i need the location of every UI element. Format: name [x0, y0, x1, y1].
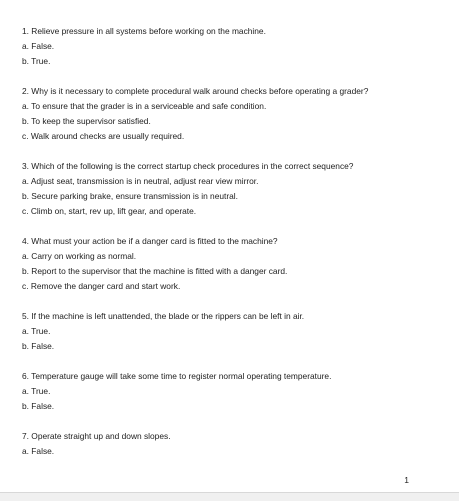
question-text: 2. Why is it necessary to complete procedural walk around checks before operating a grader? [22, 86, 369, 96]
answer-option[interactable]: b. False. [22, 401, 55, 411]
answer-option[interactable]: a. False. [22, 446, 55, 456]
question-text: 3. Which of the following is the correct startup check procedures in the correct sequence? [22, 161, 354, 171]
question-5 [22, 311, 442, 351]
header-fragment [22, 0, 45, 2]
question-4 [22, 236, 442, 291]
answer-option[interactable]: b. False. [22, 341, 55, 351]
answer-option[interactable]: b. True. [22, 56, 51, 66]
question-1 [22, 26, 442, 66]
answer-option[interactable]: b. To keep the supervisor satisfied. [22, 116, 151, 126]
answer-option[interactable]: b. Report to the supervisor that the machine is fitted with a danger card. [22, 266, 288, 276]
answer-option[interactable]: a. Adjust seat, transmission is in neutral, adjust rear view mirror. [22, 176, 259, 186]
answer-option[interactable]: b. Secure parking brake, ensure transmission is in neutral. [22, 191, 238, 201]
answer-option[interactable]: a. To ensure that the grader is in a serviceable and safe condition. [22, 101, 267, 111]
question-text: 1. Relieve pressure in all systems before working on the machine. [22, 26, 266, 36]
question-6 [22, 371, 442, 411]
answer-option[interactable]: c. Climb on, start, rev up, lift gear, and operate. [22, 206, 197, 216]
answer-option[interactable]: a. True. [22, 386, 51, 396]
page-number: 1 [404, 475, 409, 485]
question-text: 5. If the machine is left unattended, the blade or the rippers can be left in air. [22, 311, 305, 321]
question-2 [22, 86, 442, 141]
answer-option[interactable]: a. False. [22, 41, 55, 51]
answer-option[interactable]: a. True. [22, 326, 51, 336]
answer-option[interactable]: c. Remove the danger card and start work. [22, 281, 181, 291]
answer-option[interactable]: c. Walk around checks are usually required. [22, 131, 185, 141]
answer-option[interactable]: a. Carry on working as normal. [22, 251, 137, 261]
question-3 [22, 161, 442, 216]
question-text: 6. Temperature gauge will take some time to register normal operating temperature. [22, 371, 332, 381]
question-text: 4. What must your action be if a danger card is fitted to the machine? [22, 236, 278, 246]
question-7 [22, 431, 442, 456]
question-text: 7. Operate straight up and down slopes. [22, 431, 171, 441]
